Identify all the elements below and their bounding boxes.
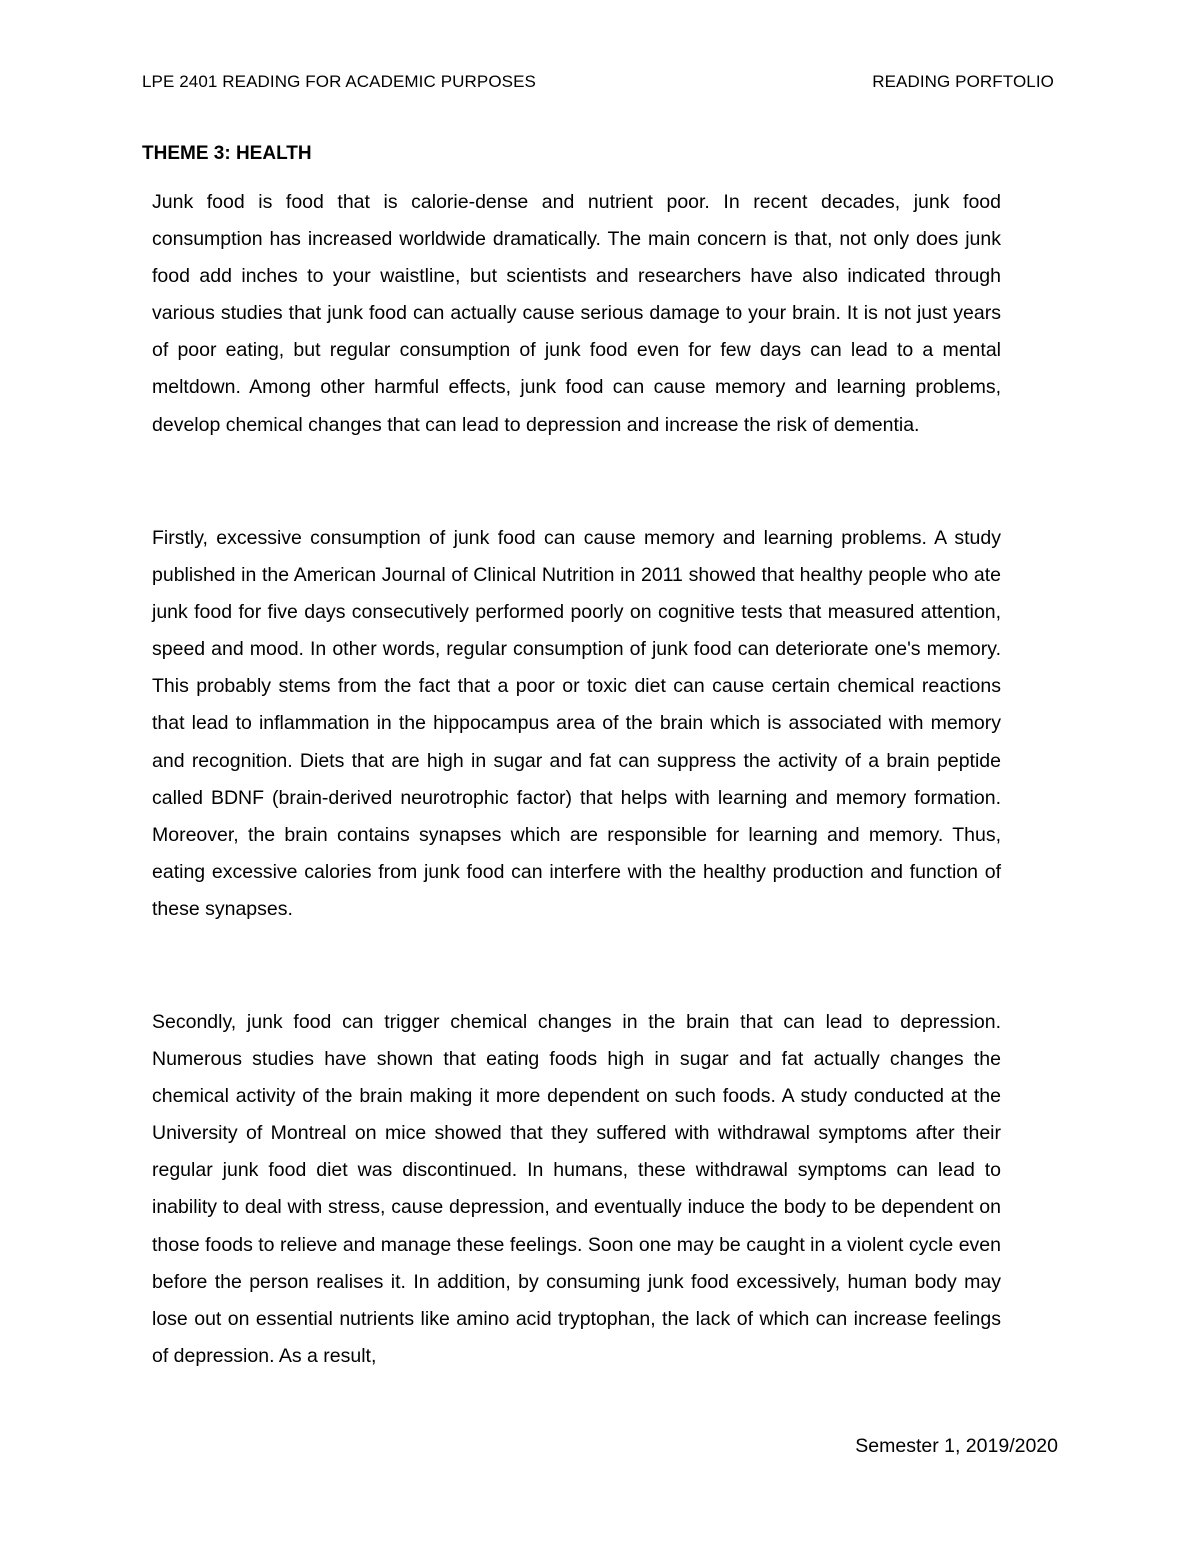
header-document-type: READING PORFTOLIO xyxy=(872,72,1054,91)
footer-semester: Semester 1, 2019/2020 xyxy=(855,1435,1058,1457)
paragraph-introduction: Junk food is food that is calorie-dense and nutrient poor. In recent decades, junk food consumption has increased worldwide dramatically. The main concern is that, not only does junk food add inches to your waistline, but scientists and researchers have also indicated through various studies that junk food can actually cause serious damage to your brain. It is not just years of poor eating, but regular consumption of junk food even for few days can lead to a mental meltdown. Among other harmful effects, junk food can cause memory and learning problems, develop chemical changes that can lead to depression and increase the risk of dementia. xyxy=(152,191,1001,436)
header-course-title: LPE 2401 READING FOR ACADEMIC PURPOSES xyxy=(142,72,536,91)
paragraph-memory-learning: Firstly, excessive consumption of junk food can cause memory and learning problems. A study published in the American Journal of Clinical Nutrition in 2011 showed that healthy people who ate junk food for five days consecutively performed poorly on cognitive tests that measured attention, speed and mood. In other words, regular consumption of junk food can deteriorate one's memory. This probably stems from the fact that a poor or toxic diet can cause certain chemical reactions that lead to inflammation in the hippocampus area of the brain which is associated with memory and recognition. Diets that are high in sugar and fat can suppress the activity of a brain peptide called BDNF (brain-derived neurotrophic factor) that helps with learning and memory formation. Moreover, the brain contains synapses which are responsible for learning and memory. Thus, eating excessive calories from junk food can interfere with the healthy production and function of these synapses. xyxy=(152,527,1001,920)
theme-heading: THEME 3: HEALTH xyxy=(142,143,312,164)
paragraph-depression: Secondly, junk food can trigger chemical changes in the brain that can lead to depression. Numerous studies have shown that eating foods high in sugar and fat actually changes the chemical activity of the brain making it more dependent on such foods. A study conducted at the University of Montreal on mice showed that they suffered with withdrawal symptoms after their regular junk food diet was discontinued. In humans, these withdrawal symptoms can lead to inability to deal with stress, cause depression, and eventually induce the body to be dependent on those foods to relieve and manage these feelings. Soon one may be caught in a violent cycle even before the person realises it. In addition, by consuming junk food excessively, human body may lose out on essential nutrients like amino acid tryptophan, the lack of which can increase feelings of depression. As a result, xyxy=(152,1011,1001,1367)
